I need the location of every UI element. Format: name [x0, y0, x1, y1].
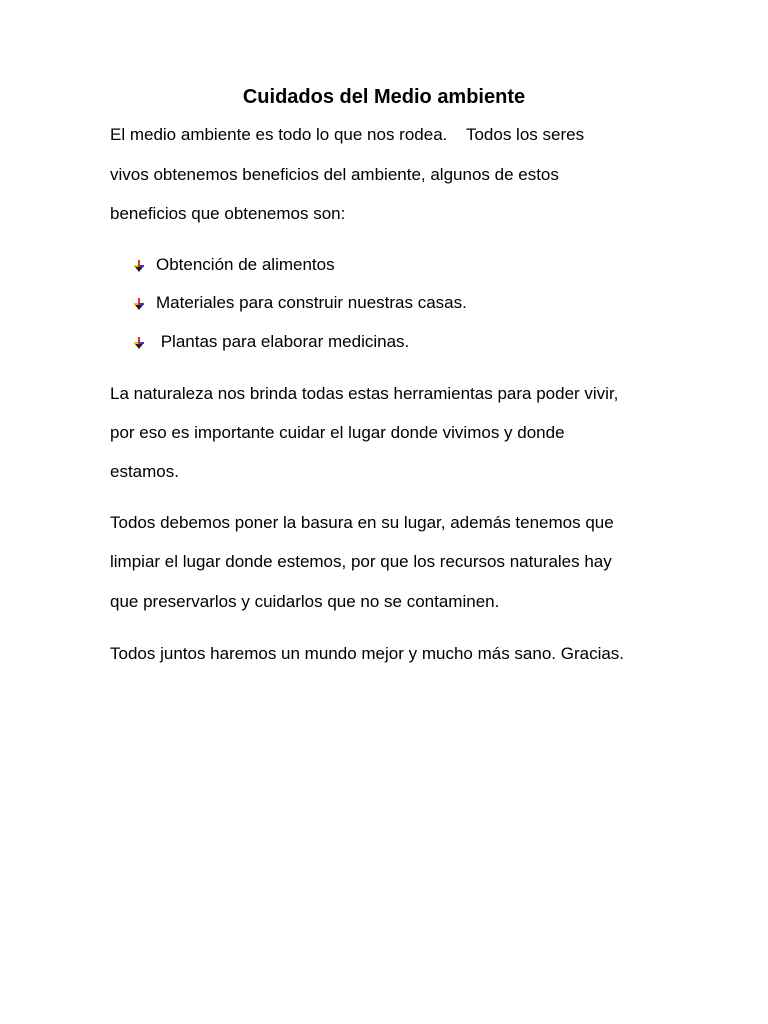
multicolor-arrow-bullet-icon [133, 260, 145, 272]
paragraph-3-line-1: Todos debemos poner la basura en su lugar, además tenemos que [110, 513, 614, 532]
document-title: Cuidados del Medio ambiente [242, 86, 526, 108]
list-item [133, 293, 467, 313]
intro-line-3: beneficios que obtenemos son: [110, 204, 346, 223]
list-item-label: Plantas para elaborar medicinas. [156, 332, 410, 351]
closing-line: Todos juntos haremos un mundo mejor y mucho más sano. Gracias. [110, 644, 625, 663]
intro-line-1: El medio ambiente es todo lo que nos rodea. Todos los seres [110, 125, 585, 144]
list-item [133, 255, 335, 275]
multicolor-arrow-bullet-icon [133, 337, 145, 349]
multicolor-arrow-bullet-icon [133, 298, 145, 310]
paragraph-3-line-2: limpiar el lugar donde estemos, por que los recursos naturales hay [110, 552, 612, 571]
paragraph-2-line-1: La naturaleza nos brinda todas estas herramientas para poder vivir, [110, 384, 619, 403]
list-item [133, 332, 410, 352]
paragraph-3-line-3: que preservarlos y cuidarlos que no se contaminen. [110, 592, 500, 611]
paragraph-2-line-2: por eso es importante cuidar el lugar donde vivimos y donde [110, 423, 565, 442]
list-item-label: Obtención de alimentos [156, 255, 335, 274]
list-item-label: Materiales para construir nuestras casas. [156, 293, 467, 312]
intro-line-2: vivos obtenemos beneficios del ambiente, algunos de estos [110, 165, 559, 184]
paragraph-2-line-3: estamos. [110, 462, 179, 481]
